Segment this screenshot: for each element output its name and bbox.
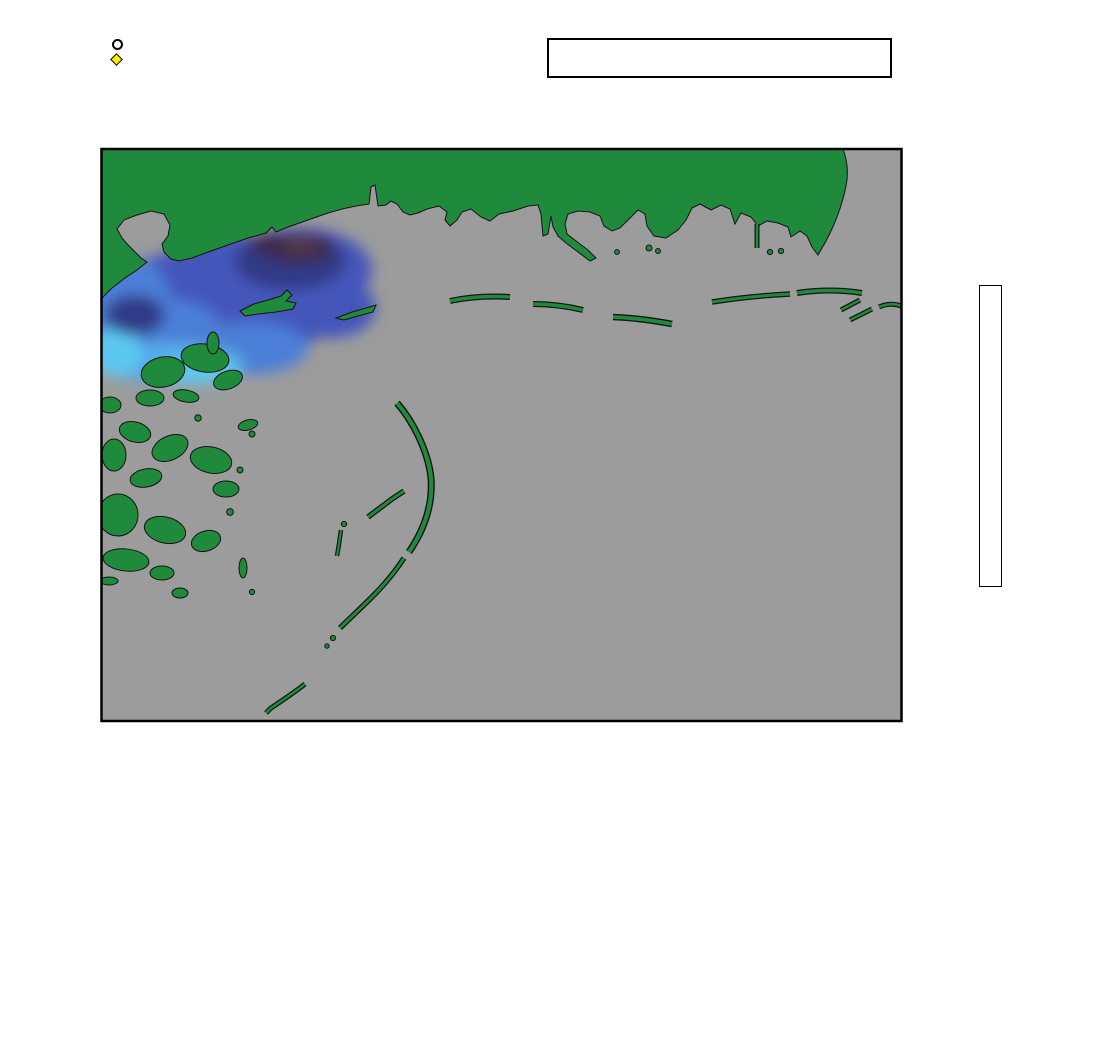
ndbc-diamond-icon xyxy=(110,53,123,66)
legend-item-ndbc xyxy=(112,52,127,67)
colorbar-gradient xyxy=(980,286,1001,586)
vector-scale-box xyxy=(547,38,892,78)
usm-circle-icon xyxy=(112,39,123,50)
legend-item-usm xyxy=(112,37,129,52)
speed-colorbar xyxy=(979,285,1002,587)
vector-scale-arrows xyxy=(549,40,890,76)
colorbar-title xyxy=(1040,385,1056,485)
